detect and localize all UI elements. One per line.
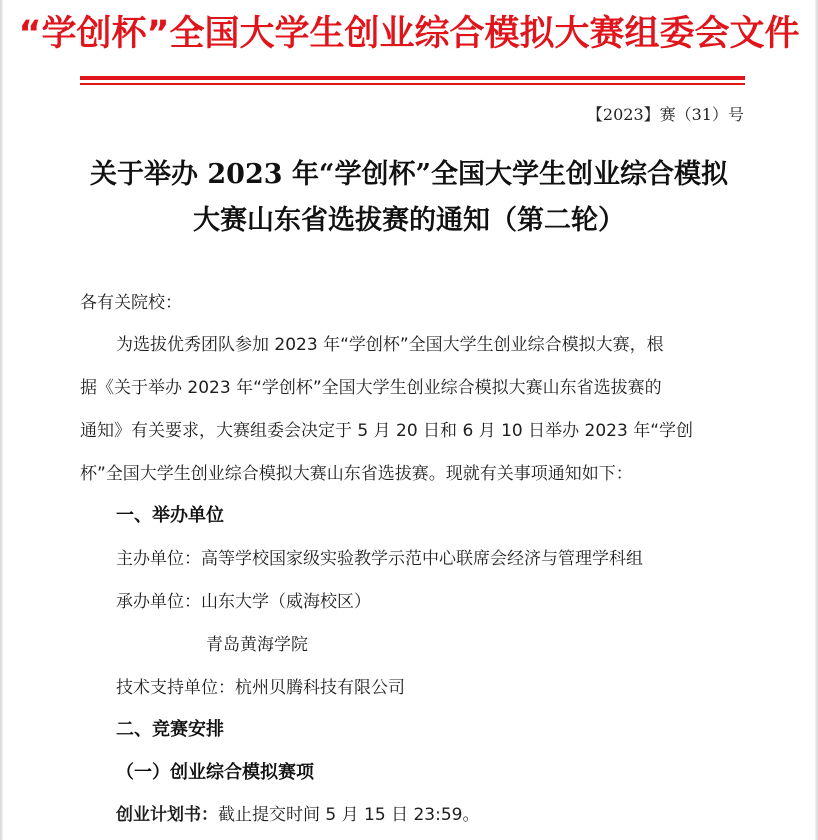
co-organizer-line-2: 青岛黄海学院 xyxy=(206,635,308,655)
section-2-heading: 二、竞赛安排 xyxy=(116,719,224,740)
page-left-shadow xyxy=(0,0,3,840)
intro-line-2: 据《关于举办 2023 年“学创杯”全国大学生创业综合模拟大赛山东省选拔赛的 xyxy=(80,378,662,398)
intro-line-3: 通知》有关要求，大赛组委会决定于 5 月 20 日和 6 月 10 日举办 2023 年“学创 xyxy=(80,421,694,441)
organizer-line: 主办单位：高等学校国家级实验教学示范中心联席会经济与管理学科组 xyxy=(116,549,643,569)
document-number: 【2023】赛（31）号 xyxy=(586,105,744,124)
intro-line-4: 杯”全国大学生创业综合模拟大赛山东省选拔赛。现就有关事项通知如下： xyxy=(80,464,633,484)
plan-text: 截止提交时间 5 月 15 日 23:59。 xyxy=(218,805,480,825)
red-divider-thin xyxy=(80,83,745,85)
co-organizer-line: 承办单位：山东大学（威海校区） xyxy=(116,592,371,612)
subsection-1-heading: （一）创业综合模拟赛项 xyxy=(116,762,314,783)
red-divider-thick xyxy=(80,76,745,80)
notice-title-line-2: 大赛山东省选拔赛的通知（第二轮） xyxy=(193,205,625,236)
intro-line-1: 为选拔优秀团队参加 2023 年“学创杯”全国大学生创业综合模拟大赛，根 xyxy=(116,335,664,355)
plan-label: 创业计划书： xyxy=(116,805,218,825)
tech-support-line: 技术支持单位：杭州贝腾科技有限公司 xyxy=(116,678,405,698)
notice-title-line-1: 关于举办 2023 年“学创杯”全国大学生创业综合模拟 xyxy=(89,159,728,190)
salutation: 各有关院校： xyxy=(80,293,182,313)
org-header-title: “学创杯”全国大学生创业综合模拟大赛组委会文件 xyxy=(18,14,800,54)
section-1-heading: 一、举办单位 xyxy=(116,505,224,526)
plan-line xyxy=(116,800,479,825)
